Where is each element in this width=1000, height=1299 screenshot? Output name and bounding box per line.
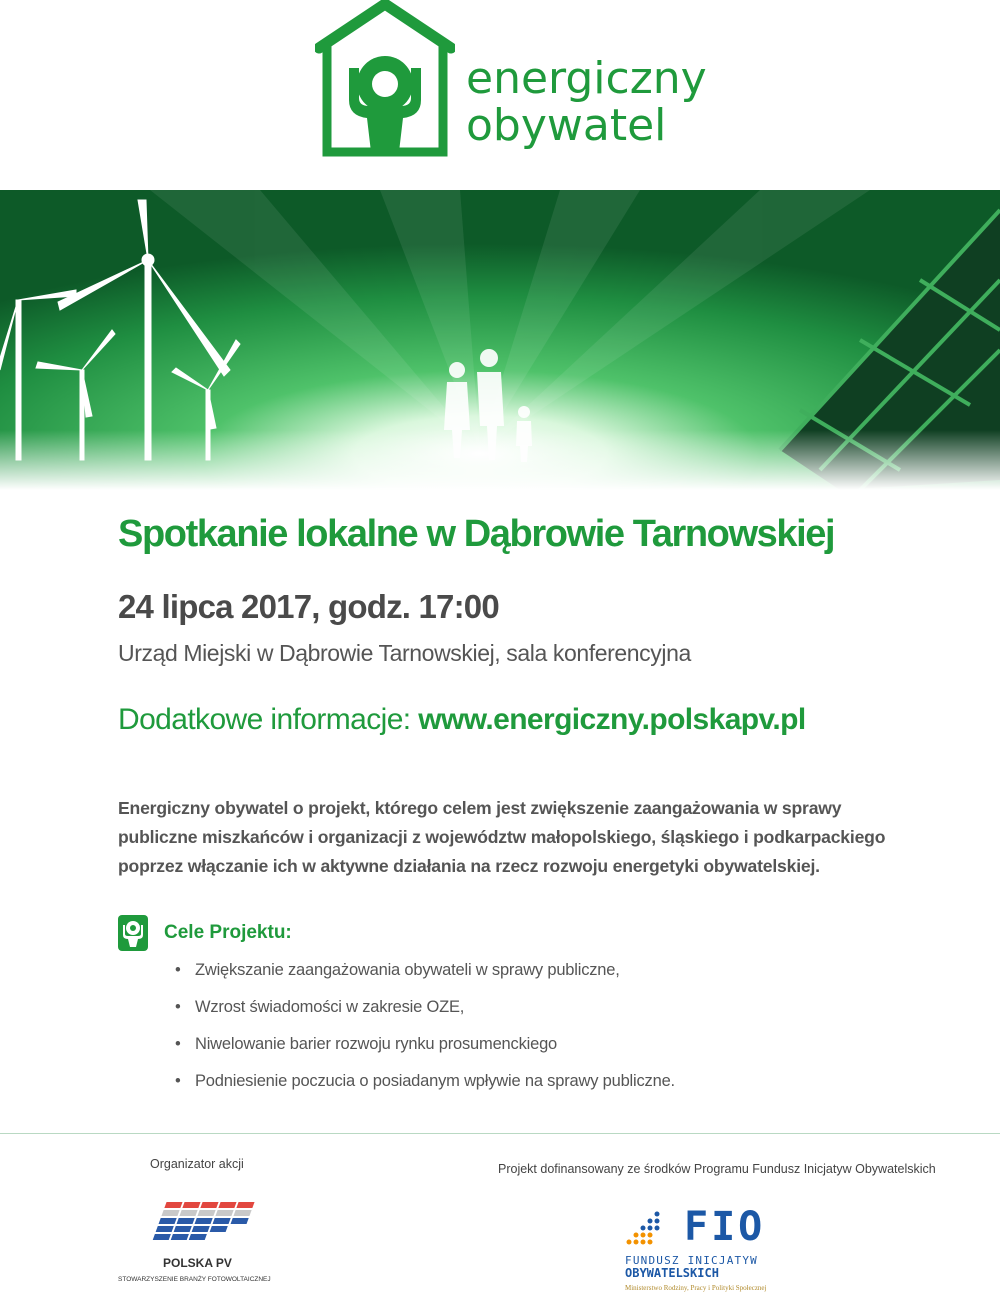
list-item: • Wzrost świadomości w zakresie OZE, — [175, 998, 465, 1016]
event-date: 24 lipca 2017, godz. 17:00 — [118, 588, 499, 625]
organizer-label: Organizator akcji — [150, 1157, 244, 1171]
list-item: • Podniesienie poczucia o posiadanym wpływie na sprawy publiczne. — [175, 1072, 675, 1090]
goals-list — [175, 955, 675, 1103]
goal-text: Wzrost świadomości w zakresie OZE, — [195, 998, 465, 1016]
goal-text: Niwelowanie barier rozwoju rynku prosumenckiego — [195, 1035, 558, 1053]
more-info — [118, 703, 806, 737]
polska-pv-logo-icon — [138, 1198, 258, 1258]
energiczny-obywatel-logo-icon — [315, 0, 455, 160]
goals-heading: Cele Projektu: — [164, 922, 292, 943]
fio-name: FIO — [684, 1204, 766, 1250]
logo-line1: energiczny — [466, 53, 707, 104]
fio-line1: FUNDUSZ INICJATYW — [625, 1254, 758, 1267]
list-item: • Niwelowanie barier rozwoju rynku prosumenckiego — [175, 1035, 558, 1053]
event-venue: Urząd Miejski w Dąbrowie Tarnowskiej, sala konferencyjna — [118, 640, 691, 666]
fio-dots-icon — [625, 1208, 665, 1248]
footer-divider — [0, 1133, 1000, 1134]
project-description: Energiczny obywatel o projekt, którego celem jest zwiększenie zaangażowania w sprawy publiczne miszkańców i organizacji z województw małopolskiego, śląskiego i podkarpackiego poprzez włączanie ich w aktywne działania na rzecz rozwoju energetyki obywatelskiej. — [118, 798, 886, 876]
hero-banner — [0, 190, 1000, 490]
event-title: Spotkanie lokalne w Dąbrowie Tarnowskiej — [118, 513, 835, 555]
list-item: • Zwiększanie zaangażowania obywateli w sprawy publiczne, — [175, 961, 620, 979]
polska-pv-subtitle: STOWARZYSZENIE BRANŻY FOTOWOLTAICZNEJ — [118, 1276, 271, 1283]
goal-text: Zwiększanie zaangażowania obywateli w sprawy publiczne, — [195, 961, 620, 979]
more-info-link[interactable]: www.energiczny.polskapv.pl — [418, 703, 806, 736]
fio-ministry: Ministerstwo Rodziny, Pracy i Polityki Społecznej — [625, 1284, 767, 1292]
polska-pv-name: POLSKA PV — [163, 1256, 232, 1270]
fio-line2: OBYWATELSKICH — [625, 1266, 719, 1280]
goals-logo-icon — [118, 915, 148, 951]
logo-line2: obywatel — [466, 100, 667, 151]
funding-label: Projekt dofinansowany ze środków Programu Fundusz Inicjatyw Obywatelskich — [498, 1162, 936, 1176]
more-info-label: Dodatkowe informacje: — [118, 703, 419, 736]
goal-text: Podniesienie poczucia o posiadanym wpływie na sprawy publiczne. — [195, 1072, 675, 1090]
